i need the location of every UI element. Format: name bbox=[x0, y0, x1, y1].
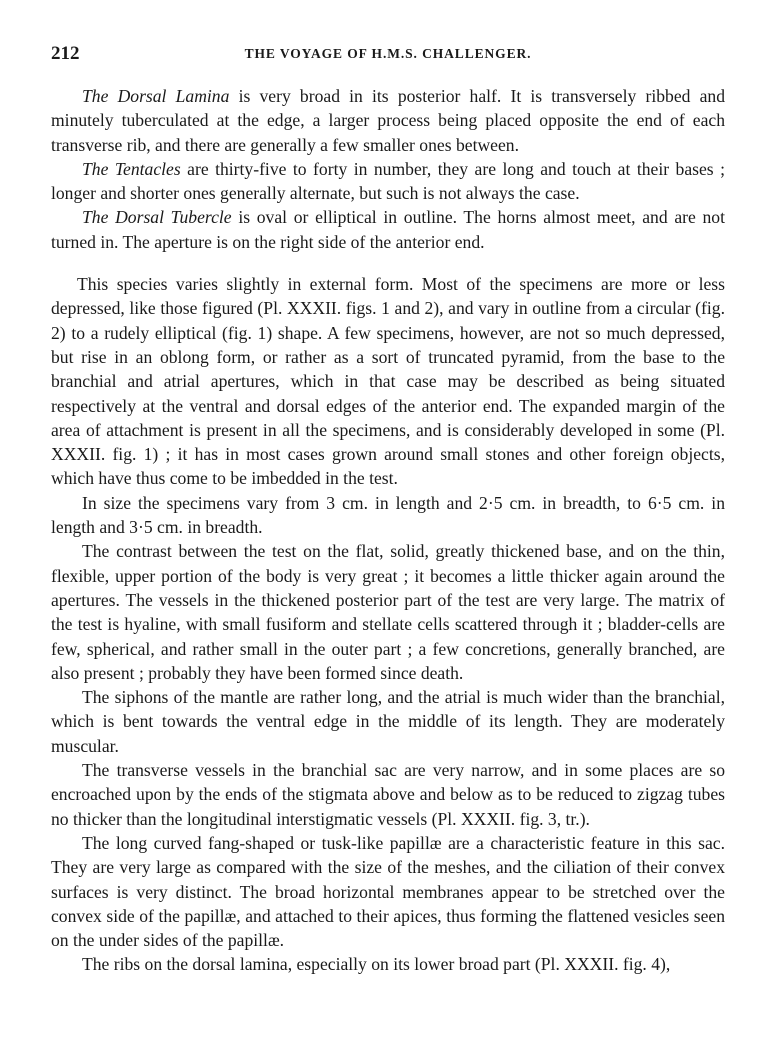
page-number: 212 bbox=[51, 43, 80, 64]
paragraph-text: are thirty-five to forty in number, they are long and touch at their bases ; longer and shorter ones generally alternate, but such is not always the case. bbox=[51, 158, 726, 204]
paragraph bbox=[51, 205, 725, 254]
paragraph: The long curved fang-shaped or tusk-like papillæ are a characteristic feature in this sac. They are very large as compared with the size of the meshes, and the ciliation of their convex surfaces is very distinct. The broad horizontal membranes appear to be stretched over the convex side of the papillæ, and attached to their apices, thus forming the flattened vesicles seen on the under sides of the papillæ. bbox=[51, 832, 725, 951]
paragraph: The ribs on the dorsal lamina, especially on its lower broad part (Pl. XXXII. fig. 4), bbox=[82, 954, 671, 975]
run-in-heading: The Dorsal Lamina bbox=[82, 86, 230, 106]
body-text bbox=[51, 84, 725, 977]
paragraph bbox=[51, 157, 725, 206]
paragraph-text: is very broad in its posterior half. It is transversely ribbed and minutely tuberculated at the edge, a larger process being placed opposite the end of each transverse rib, and there are generally a few smaller ones between. bbox=[51, 86, 725, 155]
page-header bbox=[51, 43, 725, 67]
paragraph-text: is oval or elliptical in outline. The horns almost meet, and are not turned in. The aperture is on the right side of the anterior end. bbox=[51, 207, 725, 252]
paragraph: This species varies slightly in external form. Most of the specimens are more or less depressed, like those figured (Pl. XXXII. figs. 1 and 2), and vary in outline from a circular (fig. 2) to a rudely elliptical (fig. 1) shape. A few specimens, however, are not so much depressed, but rise in an oblong form, or rather as a sort of truncated pyramid, from the base to the branchial and atrial apertures, which in that case may be described as being situated respectively at the ventral and dorsal edges of the anterior end. The expanded margin of the area of attachment is present in all the specimens, and is considerably developed in some (Pl. XXXII. fig. 1) ; it has in most cases grown around small stones and other foreign objects, which have thus come to be imbedded in the test. bbox=[51, 274, 725, 489]
remarks-block bbox=[51, 272, 725, 977]
running-title: THE VOYAGE OF H.M.S. CHALLENGER. bbox=[244, 46, 532, 61]
paragraph: The transverse vessels in the branchial sac are very narrow, and in some places are so encroached upon by the ends of the stigmata above and below as to be reduced to zigzag tubes no thicker than the longitudinal interstigmatic vessels (Pl. XXXII. fig. 3, tr.). bbox=[51, 760, 725, 829]
run-in-heading: The Dorsal Tubercle bbox=[82, 207, 232, 228]
paragraph bbox=[51, 84, 725, 157]
description-block bbox=[51, 84, 725, 254]
paragraph: The contrast between the test on the flat, solid, greatly thickened base, and on the thin, flexible, upper portion of the body is very great ; it becomes a little thicker again around the apertures. The vessels in the thickened posterior part of the test are very large. The matrix of the test is hyaline, with small fusiform and stellate cells scattered through it ; bladder-cells are few, spherical, and rather small in the outer part ; a few concretions, generally branched, are also present ; probably they have been formed since death. bbox=[51, 541, 725, 683]
paragraph: The siphons of the mantle are rather long, and the atrial is much wider than the branchial, which is bent towards the ventral edge in the middle of its length. They are moderately muscular. bbox=[51, 687, 725, 756]
run-in-heading: The Tentacles bbox=[82, 158, 181, 179]
paragraph: In size the specimens vary from 3 cm. in length and 2·5 cm. in breadth, to 6·5 cm. in length and 3·5 cm. in breadth. bbox=[51, 492, 725, 538]
